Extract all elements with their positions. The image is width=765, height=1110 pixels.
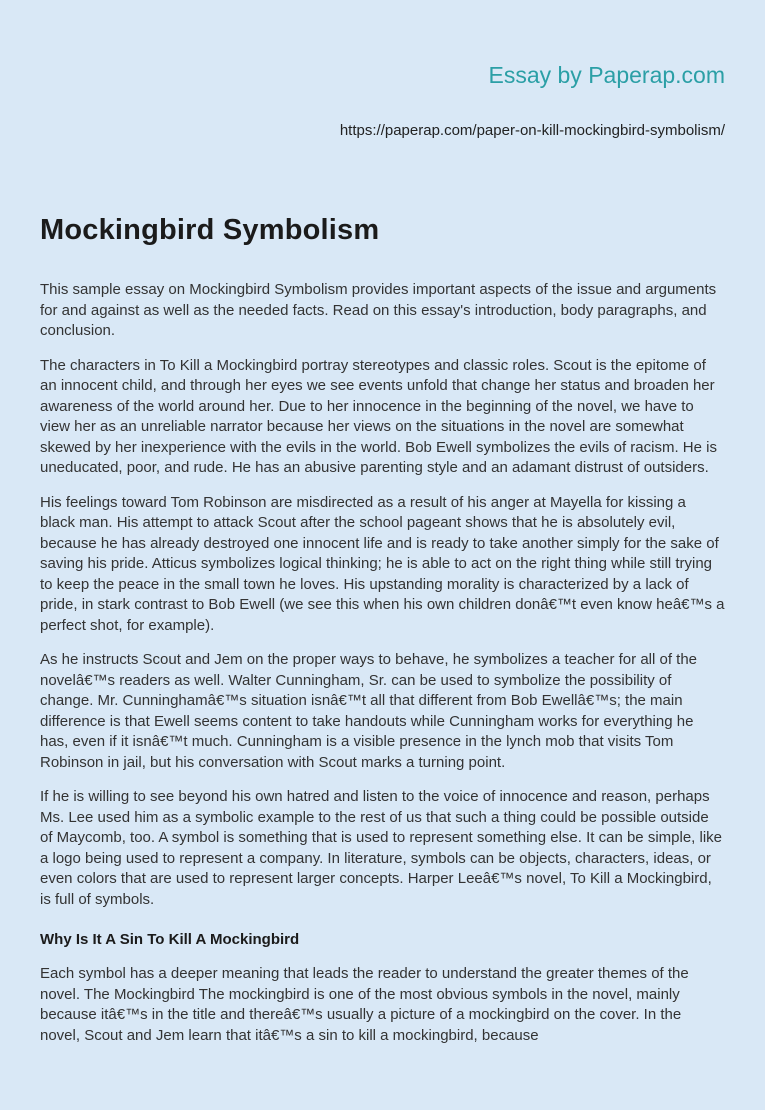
- paragraph-bob-ewell: His feelings toward Tom Robinson are misdirected as a result of his anger at Mayella for kissing a black man. His attempt to attack Scout after the school pageant shows that he is absolutely evil, because he has already destroyed one innocent life and is ready to take another simply for the sake of saving his pride. Atticus symbolizes logical thinking; he is able to act on the right thing while still trying to keep the peace in the small town he loves. His upstanding morality is characterized by a lack of pride, in stark contrast to Bob Ewell (we see this when his own children donâ€™t even know heâ€™s a perfect shot, for example).: [40, 493, 725, 634]
- brand-link[interactable]: Essay by Paperap.com: [488, 62, 725, 88]
- section-heading: Why Is It A Sin To Kill A Mockingbird: [40, 931, 300, 949]
- page-title: Mockingbird Symbolism: [40, 213, 380, 246]
- paragraph-cunningham: As he instructs Scout and Jem on the proper ways to behave, he symbolizes a teacher for all of the novelâ€™s readers as well. Walter Cunningham, Sr. can be used to symbolize the possibility of change. Mr. Cunninghamâ€™s situation isnâ€™t all that different from Bob Ewellâ€™s; the main difference is that Ewell seems content to take handouts while Cunningham works for everything he has, even if it isnâ€™t much. Cunningham is a visible presence in the lynch mob that visits Tom Robinson in jail, but his conversation with Scout marks a turning point.: [40, 651, 698, 771]
- paragraph-intro: This sample essay on Mockingbird Symbolism provides important aspects of the issue and arguments for and against as well as the needed facts. Read on this essay's introduction, body paragraphs, and conclusion.: [40, 281, 717, 340]
- paragraph-symbols: If he is willing to see beyond his own hatred and listen to the voice of innocence and reason, perhaps Ms. Lee used him as a symbolic example to the rest of us that such a thing could be possible outside of Maycomb, too. A symbol is something that is used to represent something else. It can be simple, like a logo being used to represent a company. In literature, symbols can be objects, characters, ideas, or even colors that are used to represent larger concepts. Harper Leeâ€™s novel, To Kill a Mockingbird, is full of symbols.: [40, 788, 723, 908]
- paragraph-characters: The characters in To Kill a Mockingbird portray stereotypes and classic roles. Scout is the epitome of an innocent child, and through her eyes we see events unfold that change her status and broaden her awareness of the world around her. Due to her innocence in the beginning of the novel, we have to view her as an unreliable narrator because her views on the situations in the novel are somewhat skewed by her inexperience with the evils in the world. Bob Ewell symbolizes the evils of racism. He is uneducated, poor, and rude. He has an abusive parenting style and an adamant distrust of outsiders.: [40, 356, 717, 477]
- paragraph-mockingbird: Each symbol has a deeper meaning that leads the reader to understand the greater themes of the novel. The Mockingbird The mockingbird is one of the most obvious symbols in the novel, mainly because itâ€™s in the title and thereâ€™s usually a picture of a mockingbird on the cover. In the novel, Scout and Jem learn that itâ€™s a sin to kill a mockingbird, because: [40, 965, 689, 1044]
- document-header: [40, 62, 725, 139]
- source-url[interactable]: https://paperap.com/paper-on-kill-mockingbird-symbolism/: [339, 121, 725, 139]
